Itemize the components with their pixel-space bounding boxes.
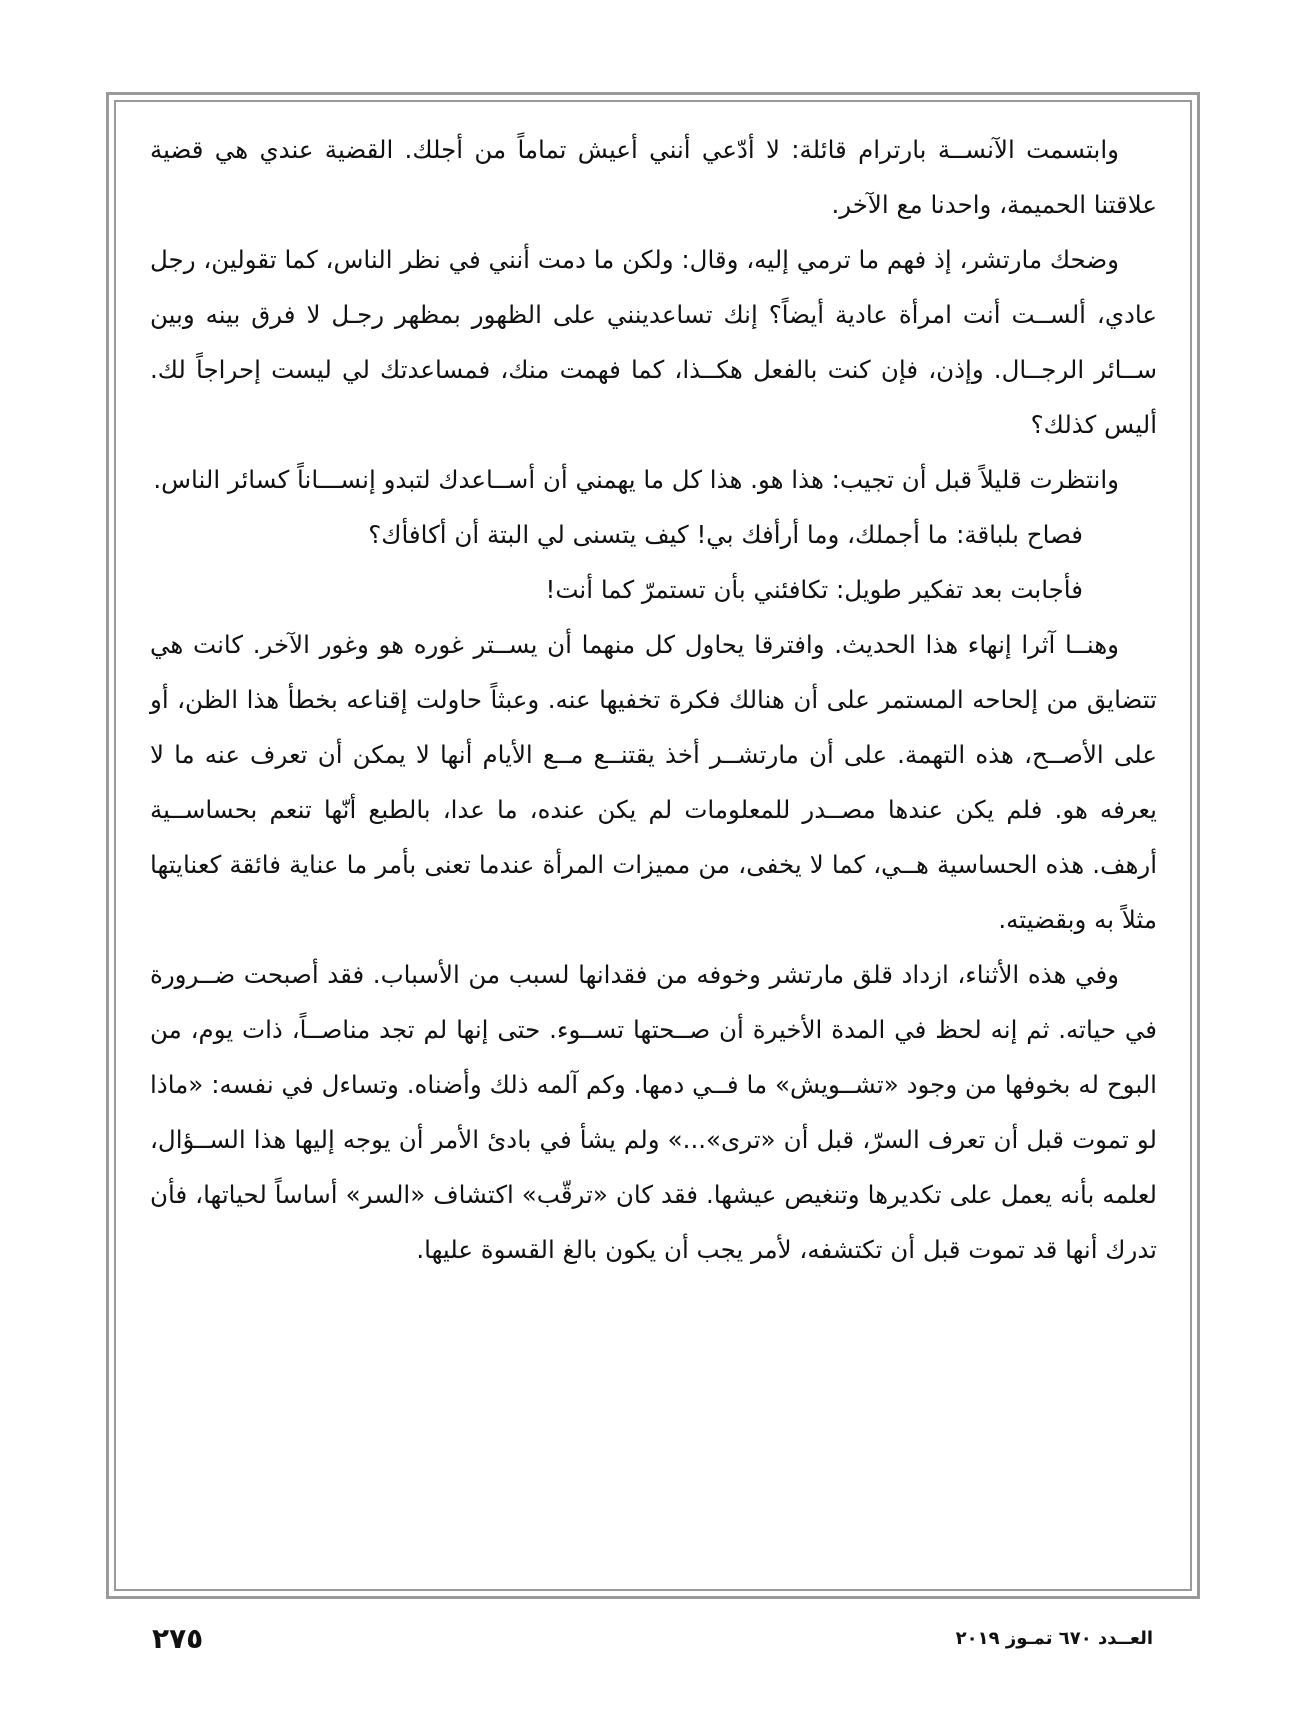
paragraph: فأجابت بعد تفكير طويل: تكافئني بأن تستمرّ كما أنت! [545,575,1083,604]
paragraph: وضحك مارتشر، إذ فهم ما ترمي إليه، وقال: ولكن ما دمت أنني في نظر الناس، كما تقولين، رجل عادي، ألســت أنت امرأة عادية أيضاً؟ إنك تساعدينني على الظهور بمظهر رجـل لا فرق بينه وبين ســائر الرجــال. وإذن، فإن كنت بالفعل هكــذا، كما فهمت منك، فمساعدتك لي ليست إحراجاً لك. أليس كذلك؟ [150,245,1157,439]
paragraph: وفي هذه الأثناء، ازداد قلق مارتشر وخوفه من فقدانها لسبب من الأسباب. فقد أصبحت ضــرورة في حياته. ثم إنه لحظ في المدة الأخيرة أن صــحتها تســوء. حتى إنها لم تجد مناصــاً، ذات يوم، من البوح له بخوفها من وجود «تشــويش» ما فــي دمها. وكم آلمه ذلك وأضناه. وتساءل في نفسه: «ماذا لو تموت قبل أن تعرف السرّ، قبل أن «ترى»...» ولم يشأ في بادئ الأمر أن يوجه إليها هذا الســؤال، لعلمه بأنه يعمل على تكديرها وتنغيص عيشها. فقد كان «ترقّب» اكتشاف «السر» أساساً لحياتها، فأن تدرك أنها قد تموت قبل أن تكتشفه، لأمر يجب أن يكون بالغ القسوة عليها. [150,960,1157,1264]
paragraph: وهنــا آثرا إنهاء هذا الحديث. وافترقا يحاول كل منهما أن يســتر غوره هو وغور الآخر. كانت هي تتضايق من إلحاحه المستمر على أن هنالك فكرة تخفيها عنه. وعبثاً حاولت إقناعه بخطأ هذا الظن، أو على الأصــح، هذه التهمة. على أن مارتشــر أخذ يقتنــع مــع الأيام أنها لا يمكن أن تعرف عنه ما لا يعرفه هو. فلم يكن عندها مصــدر للمعلومات لم يكن عنده، ما عدا، بالطبع أنّها تنعم بحساســية أرهف. هذه الحساسية هــي، كما لا يخفى، من مميزات المرأة عندما تعنى بأمر ما عناية فائقة كعنايتها مثلاً به وبقضيته. [150,630,1157,934]
page-number: ٢٧٥ [152,1622,204,1655]
issue-info: العــدد ٦٧٠ تمـوز ٢٠١٩ [955,1628,1153,1649]
paragraph: وانتظرت قليلاً قبل أن تجيب: هذا هو. هذا كل ما يهمني أن أســاعدك لتبدو إنســـاناً كسائر الناس. [153,465,1119,494]
article-body [150,122,1157,1582]
paragraph: فصاح بلباقة: ما أجملك، وما أرأفك بي! كيف يتسنى لي البتة أن أكافأك؟ [368,520,1083,549]
paragraph: وابتسمت الآنســة بارترام قائلة: لا أدّعي أنني أعيش تماماً من أجلك. القضية عندي هي قضية علاقتنا الحميمة، واحدنا مع الآخر. [150,135,1157,219]
